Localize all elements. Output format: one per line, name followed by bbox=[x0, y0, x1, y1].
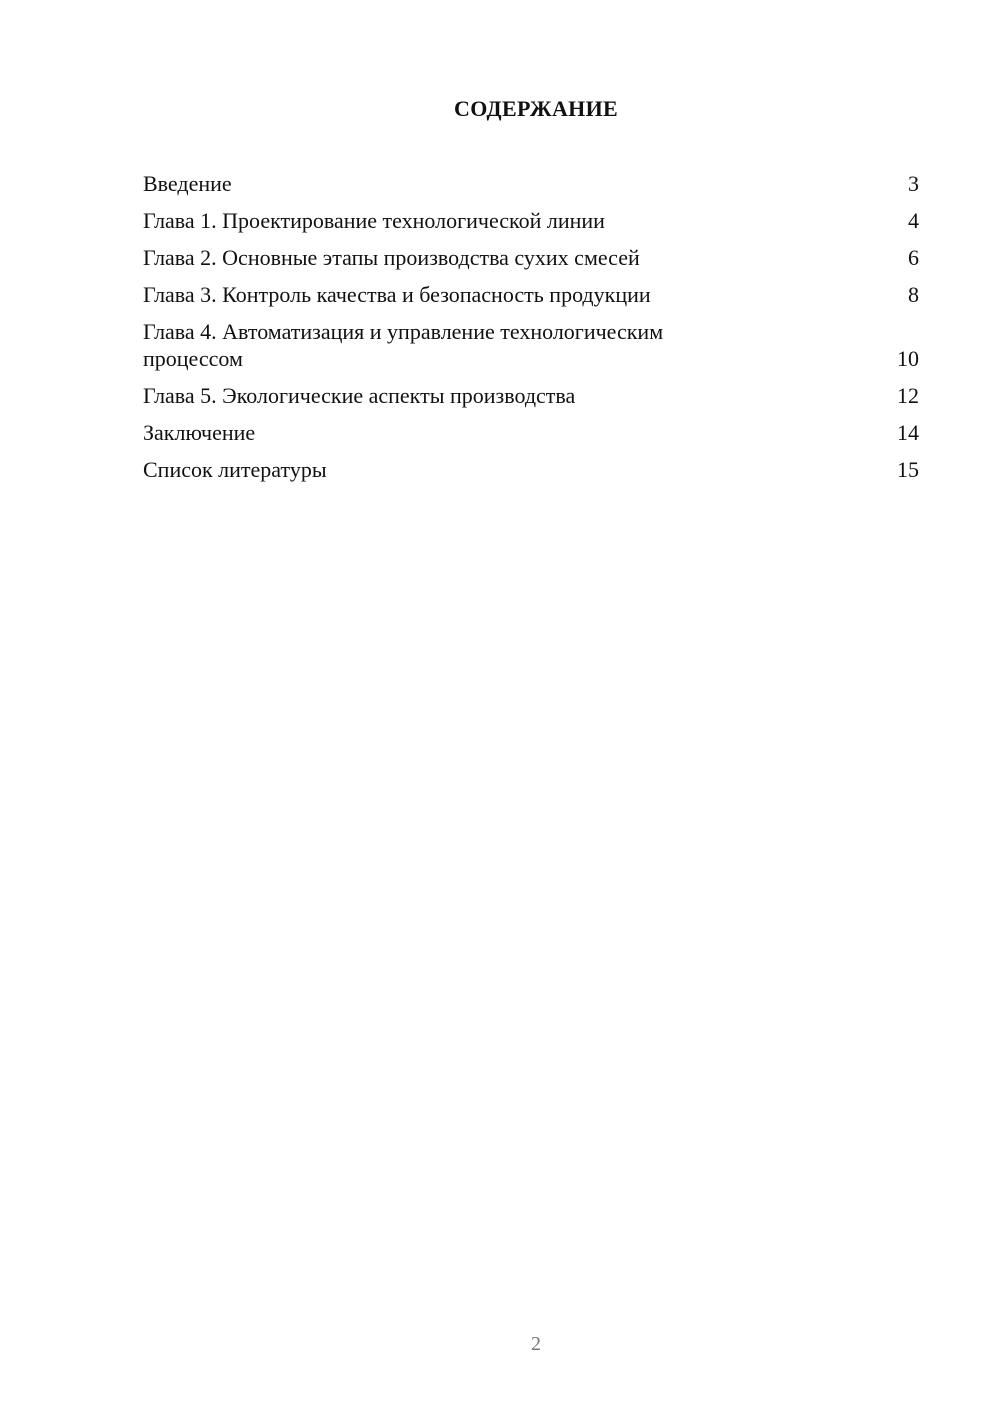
toc-entry-introduction[interactable] bbox=[143, 170, 919, 197]
toc-entry-page: 4 bbox=[908, 208, 919, 233]
page-title: СОДЕРЖАНИЕ bbox=[454, 96, 618, 121]
toc-entry-label: Глава 4. Автоматизация и управление технологическим процессом bbox=[143, 319, 664, 371]
toc-entry-label: Глава 5. Экологические аспекты производства bbox=[143, 383, 576, 408]
toc-entry-references[interactable] bbox=[143, 456, 919, 483]
toc-entry-page: 8 bbox=[908, 282, 919, 307]
toc-entry-page: 10 bbox=[897, 346, 919, 371]
toc-entry-page: 15 bbox=[897, 457, 919, 482]
table-of-contents bbox=[143, 170, 919, 493]
toc-entry-label: Глава 2. Основные этапы производства сухих смесей bbox=[143, 245, 640, 270]
toc-entry-chapter-2[interactable] bbox=[143, 244, 919, 271]
toc-entry-label: Список литературы bbox=[143, 457, 327, 482]
toc-entry-chapter-1[interactable] bbox=[143, 207, 919, 234]
toc-entry-chapter-3[interactable] bbox=[143, 281, 919, 308]
toc-entry-conclusion[interactable] bbox=[143, 419, 919, 446]
toc-entry-label: Заключение bbox=[143, 420, 256, 445]
toc-entry-label: Глава 1. Проектирование технологической линии bbox=[143, 208, 605, 233]
toc-entry-label: Глава 3. Контроль качества и безопасность продукции bbox=[143, 282, 651, 307]
toc-entry-chapter-5[interactable] bbox=[143, 382, 919, 409]
page-number: 2 bbox=[531, 1333, 541, 1355]
toc-entry-label: Введение bbox=[143, 171, 232, 196]
toc-entry-chapter-4[interactable] bbox=[143, 318, 919, 372]
toc-entry-page: 3 bbox=[908, 171, 919, 196]
toc-entry-page: 14 bbox=[897, 420, 919, 445]
toc-entry-page: 12 bbox=[897, 383, 919, 408]
toc-entry-page: 6 bbox=[908, 245, 919, 270]
